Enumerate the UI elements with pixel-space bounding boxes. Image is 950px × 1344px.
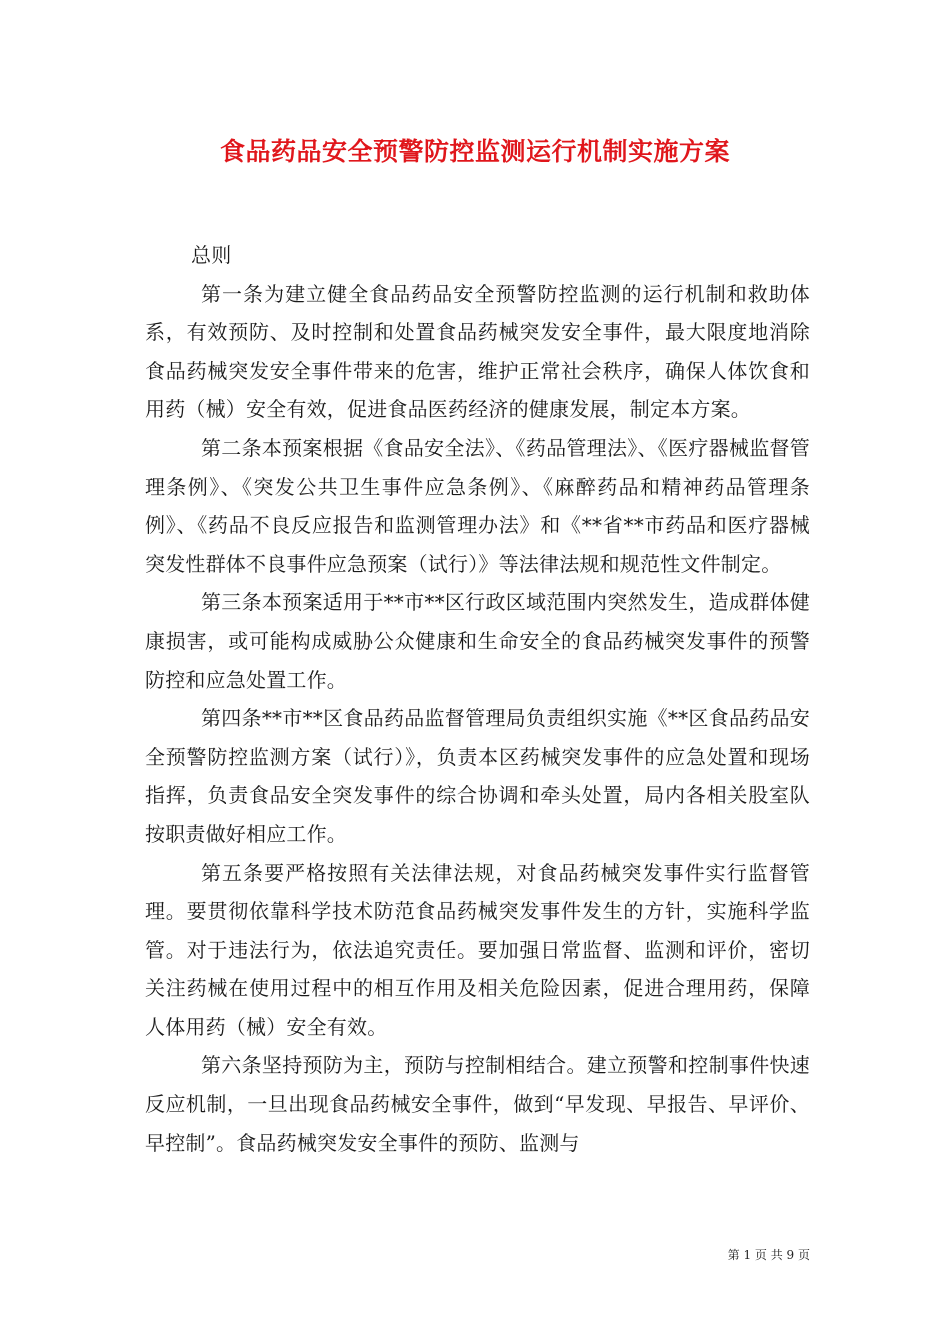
article-4: 第四条**市**区食品药品监督管理局负责组织实施《**区食品药品安全预警防控监测方案（试行）》，负责本区药械突发事件的应急处置和现场指挥，负责食品安全突发事件的综合协调和牵头处置，局内各相关股室队按职责做好相应工作。 <box>145 706 810 846</box>
document-body <box>145 236 810 1162</box>
article-3: 第三条本预案适用于**市**区行政区域范围内突然发生，造成群体健康损害，或可能构成威胁公众健康和生命安全的食品药械突发事件的预警防控和应急处置工作。 <box>145 590 810 692</box>
article-1: 第一条为建立健全食品药品安全预警防控监测的运行机制和救助体系，有效预防、及时控制和处置食品药械突发安全事件，最大限度地消除食品药械突发安全事件带来的危害，维护正常社会秩序，确保人体饮食和用药（械）安全有效，促进食品医药经济的健康发展，制定本方案。 <box>145 281 810 422</box>
article-6: 第六条坚持预防为主，预防与控制相结合。建立预警和控制事件快速反应机制，一旦出现食品药械安全事件，做到“早发现、早报告、早评价、早控制”。食品药械突发安全事件的预防、监测与 <box>145 1053 810 1155</box>
article-5: 第五条要严格按照有关法律法规，对食品药械突发事件实行监督管理。要贯彻依靠科学技术防范食品药械突发事件发生的方针，实施科学监管。对于违法行为，依法追究责任。要加强日常监督、监测和评价，密切关注药械在使用过程中的相互作用及相关危险因素，促进合理用药，保障人体用药（械）安全有效。 <box>145 860 810 1039</box>
document-title: 食品药品安全预警防控监测运行机制实施方案 <box>219 137 730 166</box>
page-indicator: 第 1 页 共 9 页 <box>727 1248 810 1262</box>
article-2: 第二条本预案根据《食品安全法》、《药品管理法》、《医疗器械监督管理条例》、《突发公共卫生事件应急条例》、《麻醉药品和精神药品管理条例》、《药品不良反应报告和监测管理办法》和《**省**市药品和医疗器械突发性群体不良事件应急预案（试行）》等法律法规和规范性文件制定。 <box>145 435 810 576</box>
section-heading: 总则 <box>191 243 232 267</box>
